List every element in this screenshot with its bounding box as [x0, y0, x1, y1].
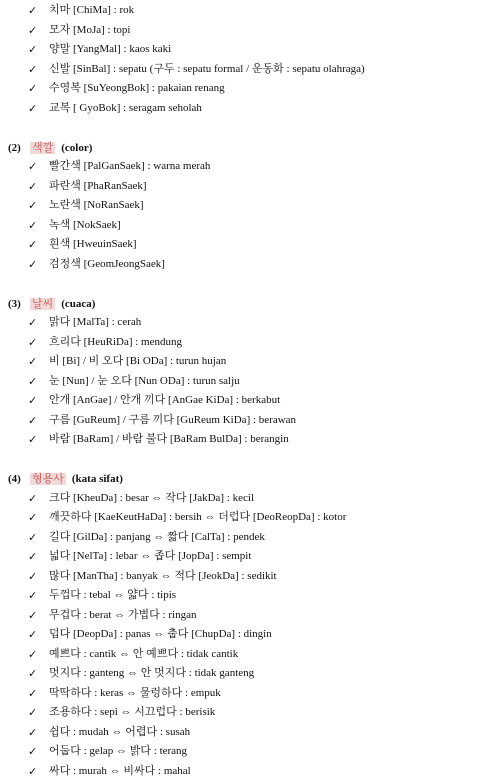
- item-text: 많다 [ManTha] : banyak ⇔ 적다 [JeokDa] : sedikit: [49, 569, 277, 582]
- item-text: 빨간색 [PalGanSaek] : warna merah: [49, 160, 211, 172]
- item-text: 크다 [KheuDa] : besar ⇔ 작다 [JakDa] : kecil: [49, 491, 254, 504]
- item-text: 딱딱하다 : keras ⇔ 물렁하다 : empuk: [49, 686, 221, 699]
- item-text: 예쁘다 : cantik ⇔ 안 예쁘다 : tidak cantik: [49, 647, 239, 660]
- item-text: 바람 [BaRam] / 바람 불다 [BaRam BulDa] : berangin: [49, 433, 289, 445]
- item-text: 교복 [ GyoBok] : seragam seholah: [49, 101, 202, 114]
- item-text: 어둡다 : gelap ⇔ 밝다 : terang: [49, 745, 188, 757]
- check-icon: ✓: [28, 218, 38, 232]
- item-text: 무겁다 : berat ⇔ 가볍다 : ringan: [49, 608, 197, 621]
- section-number: (2): [8, 141, 21, 154]
- check-icon: ✓: [28, 43, 38, 56]
- item-text: 모자 [MoJa] : topi: [49, 23, 131, 36]
- item-text: 비 [Bi] / 비 오다 [Bi ODa] : turun hujan: [49, 355, 227, 367]
- check-icon: ✓: [28, 491, 38, 505]
- item-text: 눈 [Nun] / 눈 오다 [Nun ODa] : turun salju: [49, 374, 240, 387]
- item-text: 신발 [SinBal] : sepatu (구두 : sepatu formal / 운동화 : sepatu olahraga): [49, 62, 365, 75]
- check-icon: ✓: [28, 394, 38, 407]
- item-text: 검정색 [GeomJeongSaek]: [49, 257, 165, 270]
- item-text: 파란색 [PhaRanSaek]: [49, 179, 147, 192]
- check-icon: ✓: [28, 4, 38, 17]
- item-text: 구름 [GuReum] / 구름 끼다 [GuReum KiDa] : berawan: [49, 413, 297, 426]
- check-icon: ✓: [28, 433, 38, 446]
- check-icon: ✓: [28, 628, 38, 641]
- item-text: 싸다 : murah ⇔ 비싸다 : mahal: [49, 764, 191, 777]
- item-text: 노란색 [NoRanSaek]: [49, 199, 144, 211]
- check-icon: ✓: [28, 238, 38, 251]
- check-icon: ✓: [28, 608, 38, 622]
- section-title: (kata sifat): [71, 473, 123, 485]
- check-icon: ✓: [28, 706, 38, 719]
- check-icon: ✓: [28, 725, 38, 739]
- item-text: 길다 [GilDa] : panjang ⇔ 짧다 [CalTa] : pendek: [49, 530, 265, 543]
- check-icon: ✓: [28, 82, 38, 95]
- section-title: (color): [61, 141, 93, 154]
- section-korean-title: 색깔: [32, 141, 54, 154]
- item-text: 흐리다 [HeuRiDa] : mendung: [49, 335, 182, 348]
- check-icon: ✓: [28, 199, 38, 212]
- check-icon: ✓: [28, 179, 38, 193]
- check-icon: ✓: [28, 745, 38, 758]
- section-number: (3): [8, 297, 21, 310]
- check-icon: ✓: [28, 686, 38, 700]
- section-heading-4: [8, 469, 123, 489]
- item-text: 쉽다 : mudah ⇔ 어렵다 : susah: [49, 725, 191, 738]
- item-text: 녹색 [NokSaek]: [49, 218, 121, 231]
- check-icon: ✓: [28, 335, 38, 349]
- check-icon: ✓: [28, 355, 38, 368]
- section-number: (4): [8, 473, 21, 485]
- check-icon: ✓: [28, 257, 38, 271]
- item-text: 수영복 [SuYeongBok] : pakaian renang: [49, 82, 225, 94]
- section-title: (cuaca): [61, 297, 96, 310]
- check-icon: ✓: [28, 160, 38, 173]
- item-text: 두껍다 : tebal ⇔ 얇다 : tipis: [49, 589, 177, 601]
- section-korean-title: 날씨: [32, 297, 54, 310]
- item-text: 덥다 [DeopDa] : panas ⇔ 춥다 [ChupDa] : dingin: [49, 628, 272, 640]
- check-icon: ✓: [28, 667, 38, 680]
- item-text: 양말 [YangMal] : kaos kaki: [49, 43, 172, 55]
- check-icon: ✓: [28, 23, 38, 37]
- check-icon: ✓: [28, 316, 38, 329]
- item-text: 안개 [AnGae] / 안개 끼다 [AnGae KiDa] : berkabut: [49, 394, 281, 406]
- section-korean-title: 형용사: [32, 473, 64, 485]
- check-icon: ✓: [28, 569, 38, 583]
- check-icon: ✓: [28, 101, 38, 115]
- check-icon: ✓: [28, 550, 38, 563]
- check-icon: ✓: [28, 764, 38, 778]
- check-icon: ✓: [28, 589, 38, 602]
- item-text: 깨끗하다 [KaeKeutHaDa] : bersih ⇔ 더럽다 [DeoReopDa] : kotor: [49, 511, 347, 523]
- section-heading-3: [8, 294, 95, 314]
- item-text: 멋지다 : ganteng ⇔ 안 멋지다 : tidak ganteng: [49, 667, 255, 679]
- item-text: 넓다 [NelTa] : lebar ⇔ 좁다 [JopDa] : sempit: [49, 550, 252, 562]
- item-text: 치마 [ChiMa] : rok: [49, 4, 135, 16]
- check-icon: ✓: [28, 647, 38, 661]
- item-text: 조용하다 : sepi ⇔ 시끄럽다 : berisik: [49, 706, 216, 718]
- section-heading-2: [8, 138, 92, 158]
- check-icon: ✓: [28, 62, 38, 76]
- check-icon: ✓: [28, 530, 38, 544]
- item-text: 흰색 [HweuinSaek]: [49, 238, 137, 250]
- check-icon: ✓: [28, 511, 38, 524]
- check-icon: ✓: [28, 374, 38, 388]
- item-text: 맑다 [MalTa] : cerah: [49, 316, 142, 328]
- check-icon: ✓: [28, 413, 38, 427]
